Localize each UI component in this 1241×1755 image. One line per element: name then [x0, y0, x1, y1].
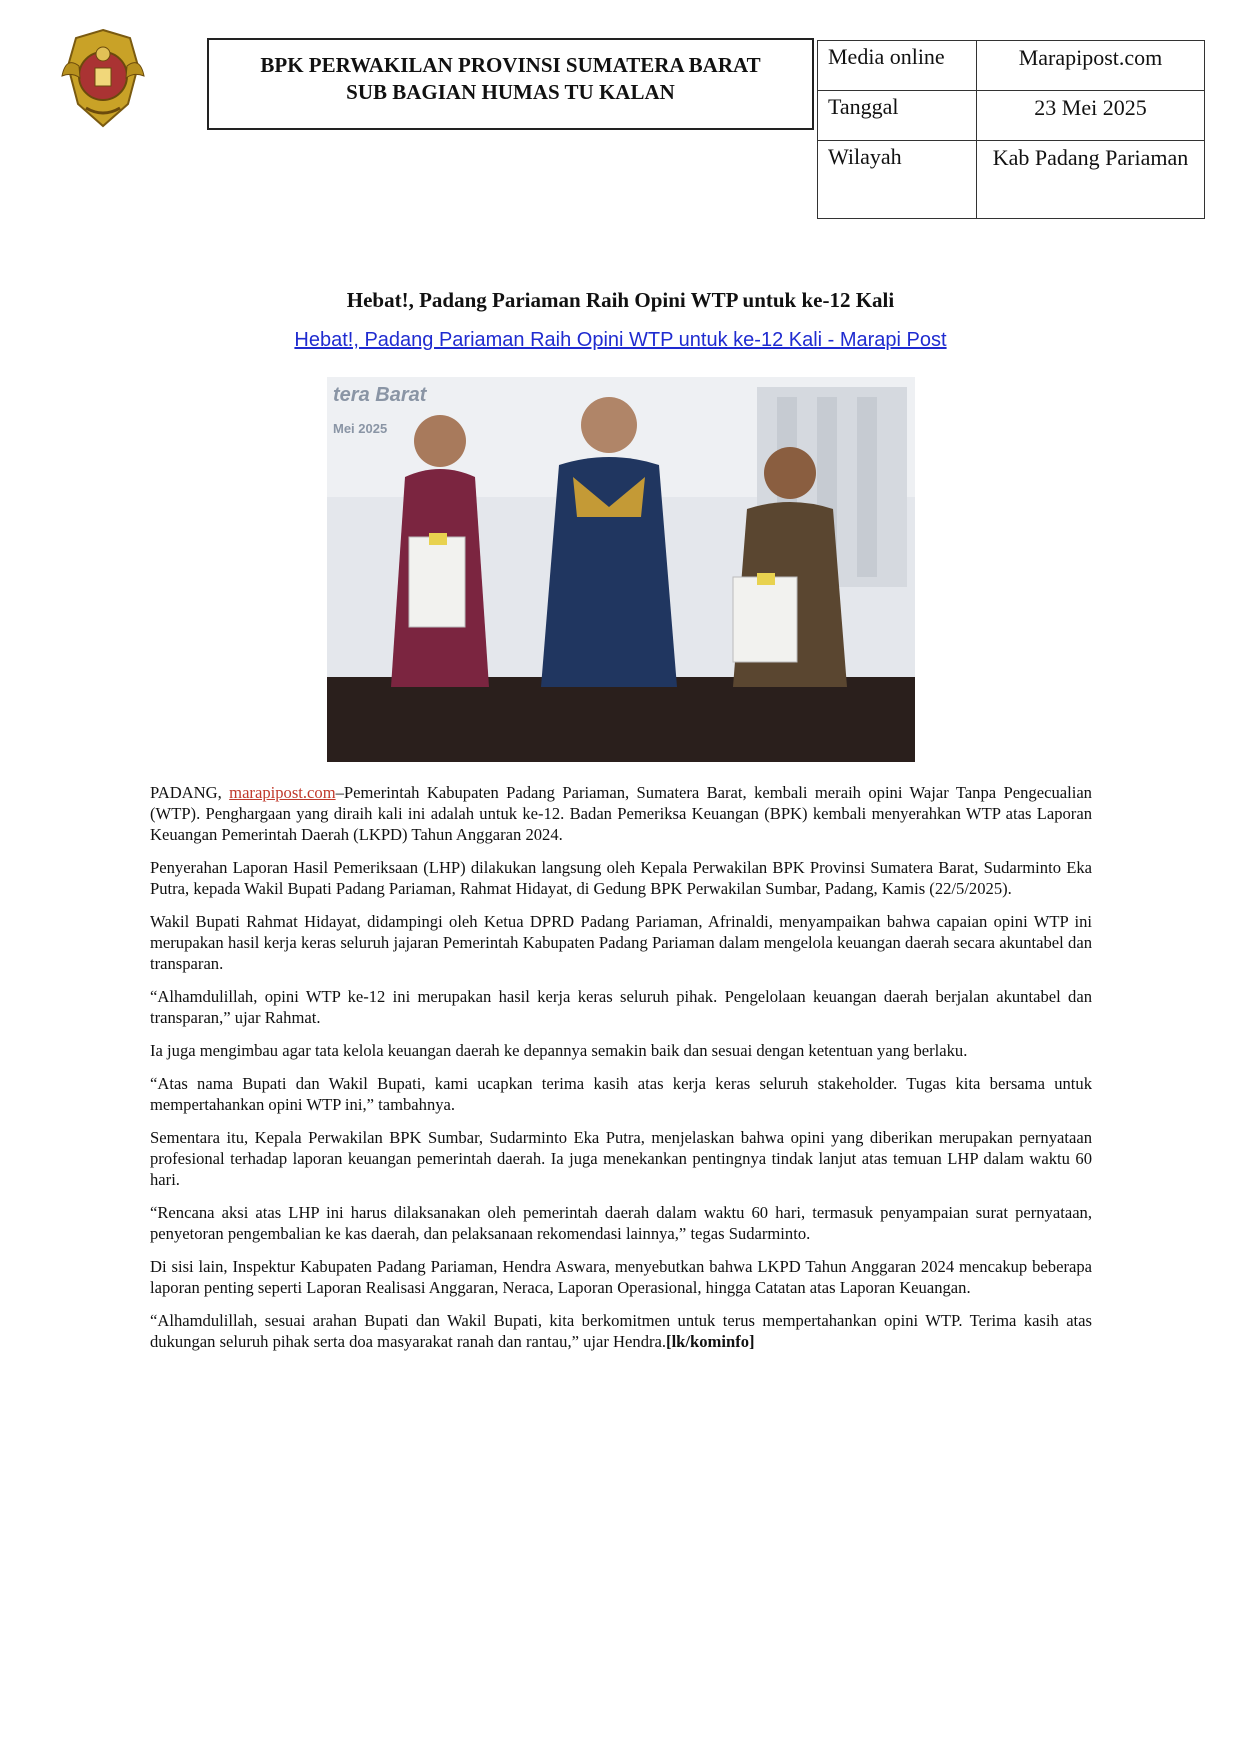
media-value: Marapipost.com [977, 41, 1205, 91]
paragraph: “Atas nama Bupati dan Wakil Bupati, kami ucapkan terima kasih atas kerja keras seluruh stakeholder. Tugas kita bersama untuk mempertahankan opini WTP ini,” tambahnya. [150, 1074, 1092, 1114]
author-tag: [lk/kominfo] [666, 1332, 755, 1351]
article-body [150, 782, 1092, 1364]
org-unit: SUB BAGIAN HUMAS TU KALAN [346, 80, 675, 104]
closing-paragraph [150, 1310, 1092, 1352]
paragraph: Penyerahan Laporan Hasil Pemeriksaan (LHP) dilakukan langsung oleh Kepala Perwakilan BPK Provinsi Sumatera Barat, Sudarminto Eka Putra, kepada Wakil Bupati Padang Pariaman, Rahmat Hidayat, di Gedung BPK Perwakilan Sumbar, Padang, Kamis (22/5/2025). [150, 858, 1092, 898]
lead-city: PADANG, [150, 783, 230, 802]
media-label: Media online [818, 41, 977, 91]
region-value: Kab Padang Pariaman [977, 141, 1205, 219]
paragraph: Ia juga mengimbau agar tata kelola keuangan daerah ke depannya semakin baik dan sesuai dengan ketentuan yang berlaku. [150, 1041, 968, 1060]
org-name: BPK PERWAKILAN PROVINSI SUMATERA BARAT [260, 53, 761, 77]
table-row [818, 41, 1205, 91]
article-title: Hebat!, Padang Pariaman Raih Opini WTP untuk ke-12 Kali [346, 288, 895, 312]
paragraph: Di sisi lain, Inspektur Kabupaten Padang Pariaman, Hendra Aswara, menyebutkan bahwa LKPD Tahun Anggaran 2024 mencakup beberapa laporan penting seperti Laporan Realisasi Anggaran, Neraca, Laporan Operasional, hingga Catatan atas Laporan Keuangan. [150, 1257, 1092, 1297]
date-value: 23 Mei 2025 [977, 91, 1205, 141]
paragraph: “Rencana aksi atas LHP ini harus dilaksanakan oleh pemerintah daerah dalam waktu 60 hari, termasuk penyampaian surat pernyataan, penyetoran pengembalian ke kas daerah, dan pelaksanaan rekomendasi lainnya,” tegas Sudarminto. [150, 1203, 1092, 1243]
paragraph: Sementara itu, Kepala Perwakilan BPK Sumbar, Sudarminto Eka Putra, menjelaskan bahwa opini yang diberikan merupakan pernyataan profesional terhadap laporan keuangan pemerintah daerah. Ia juga menekankan pentingnya tindak lanjut atas temuan LHP dalam waktu 60 hari. [150, 1128, 1092, 1189]
article-link[interactable]: Hebat!, Padang Pariaman Raih Opini WTP untuk ke-12 Kali - Marapi Post [294, 329, 947, 351]
table-row [818, 141, 1205, 219]
date-label: Tanggal [818, 91, 977, 141]
photo-banner-date: Mei 2025 [333, 421, 388, 436]
closing-text: “Alhamdulillah, sesuai arahan Bupati dan Wakil Bupati, kita berkomitmen untuk terus mempertahankan opini WTP. Terima kasih atas dukungan seluruh pihak serta doa masyarakat ranah dan rantau,” ujar Hendra. [150, 1311, 1092, 1351]
photo-banner-text: tera Barat [333, 384, 427, 406]
lead-text: –Pemerintah Kabupaten Padang Pariaman, Sumatera Barat, kembali meraih opini Wajar Tanpa Pengecualian (WTP). Penghargaan yang diraih kali ini adalah untuk ke-12. Badan Pemeriksa Keuangan (BPK) kembali menyerahkan WTP atas Laporan Keuangan Pemerintah Daerah (LKPD) Tahun Anggaran 2024. [150, 783, 1092, 844]
paragraph: “Alhamdulillah, opini WTP ke-12 ini merupakan hasil kerja keras seluruh pihak. Pengelolaan keuangan daerah berjalan akuntabel dan transparan,” ujar Rahmat. [150, 987, 1092, 1027]
media-info-table [817, 40, 1205, 219]
paragraph: Wakil Bupati Rahmat Hidayat, didampingi oleh Ketua DPRD Padang Pariaman, Afrinaldi, menyampaikan bahwa capaian opini WTP ini merupakan hasil kerja keras seluruh jajaran Pemerintah Kabupaten Padang Pariaman dalam mengelola keuangan daerah secara akuntabel dan transparan. [150, 912, 1092, 973]
region-label: Wilayah [818, 141, 977, 219]
table-row [818, 91, 1205, 141]
organization-header [207, 38, 814, 130]
bpk-emblem-icon [58, 26, 148, 130]
source-link[interactable]: marapipost.com [229, 783, 336, 802]
lead-paragraph [150, 782, 1092, 845]
article-photo [327, 377, 915, 762]
